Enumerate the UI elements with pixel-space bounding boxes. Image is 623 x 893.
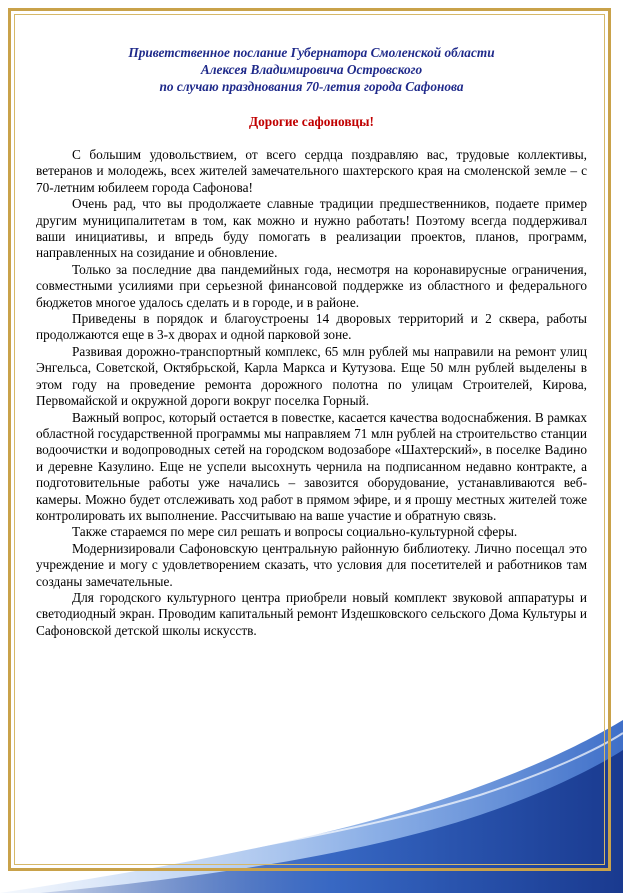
greeting: Дорогие сафоновцы!: [249, 114, 374, 129]
paragraph: Для городского культурного центра приобрели новый комплект звуковой аппаратуры и светодиодный экран. Проводим капитальный ремонт Издешковского сельского Дома Культуры и Сафоновской детской школы искусств.: [36, 589, 587, 638]
paragraph: Очень рад, что вы продолжаете славные традиции предшественников, подаете пример другим муниципалитетам в том, как можно и нужно работать! Поэтому всегда поддерживал ваши инициативы, и впредь буду помогать в реализации проектов, планов, программ, направленных на созидание и обновление.: [36, 196, 587, 261]
paragraph: Важный вопрос, который остается в повестке, касается качества водоснабжения. В рамках областной государственной программы мы направляем 71 млн рублей на строительство станции водоочистки и водопроводных сетей на городском водозаборе «Шахтерский», в поселке Вадино и деревне Казулино. Еще не успели высохнуть чернила на подписанном недавно контракте, а подготовительные работы уже начались – завозится оборудование, устанавливаются веб-камеры. Можно будет отслеживать ход работ в прямом эфире, и я прошу местных жителей тоже контролировать их выполнение. Рассчитываю на ваше участие и обратную связь.: [36, 409, 587, 523]
paragraph: Модернизировали Сафоновскую центральную районную библиотеку. Лично посещал это учреждение и могу с удовлетворением сказать, что условия для посетителей и работников там созданы замечательные.: [36, 540, 587, 589]
header-line-2: Алексея Владимировича Островского: [200, 62, 423, 77]
paragraph: Приведены в порядок и благоустроены 14 дворовых территорий и 2 сквера, работы продолжаются еще в 3-х дворах и одной парковой зоне.: [36, 311, 587, 343]
paragraph: Развивая дорожно-транспортный комплекс, 65 млн рублей мы направили на ремонт улиц Энгельса, Советской, Октябрьской, Карла Маркса и Кутузова. Еще 50 млн рублей выделены в этом году на проведение ремонта дорожного полотна по улицам Строителей, Кирова, Первомайской и окружной дороги вокруг поселка Горный.: [36, 343, 587, 409]
paragraph: С большим удовольствием, от всего сердца поздравляю вас, трудовые коллективы, ветеранов и молодежь, всех жителей замечательного шахтерского края на смоленской земле – с 70-летним юбилеем города Сафонова!: [36, 147, 587, 195]
paragraph: Также стараемся по мере сил решать и вопросы социально-культурной сферы.: [72, 524, 518, 540]
header-line-1: Приветственное послание Губернатора Смоленской области: [128, 45, 495, 60]
header-line-3: по случаю празднования 70-летия города Сафонова: [159, 79, 464, 94]
letter-content: [36, 36, 587, 639]
paragraph: Только за последние два пандемийных года, несмотря на коронавирусные ограничения, совместными усилиями при серьезной финансовой поддержке из областного и федерального бюджетов многое удалось сделать и в городе, и в районе.: [36, 261, 587, 310]
letter-body: [36, 147, 587, 639]
letter-header: [36, 44, 587, 95]
